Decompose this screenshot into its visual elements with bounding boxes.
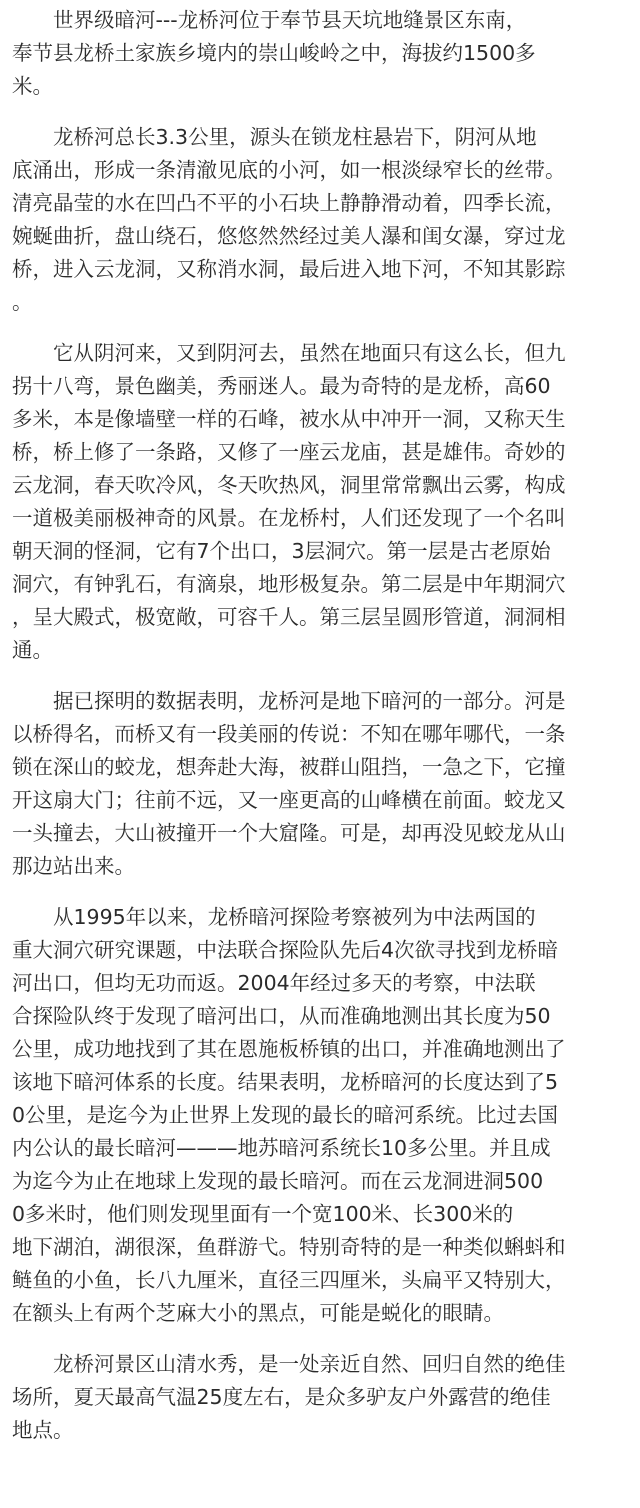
text-line: 婉蜒曲折，盘山绕石，悠悠然然经过美人瀑和闺女瀑，穿过龙	[12, 224, 566, 248]
text-line: 在额头上有两个芝麻大小的黑点，可能是蜕化的眼睛。	[12, 1301, 504, 1325]
text-line: 鲢鱼的小鱼，长八九厘米，直径三四厘米，头扁平又特别大，	[12, 1268, 566, 1292]
text-line: 公里，成功地找到了其在恩施板桥镇的出口，并准确地测出了	[12, 1037, 566, 1061]
text-line: 那边站出来。	[12, 854, 135, 878]
text-line: 地下湖泊，湖很深，鱼群游弋。特别奇特的是一种类似蝌蚪和	[12, 1235, 566, 1259]
text-line: 0多米时，他们则发现里面有一个宽100米、长300米的	[12, 1202, 514, 1226]
text-line: 一道极美丽极神奇的风景。在龙桥村，人们还发现了一个名叫	[12, 506, 566, 530]
text-line: 内公认的最长暗河———地苏暗河系统长10多公里。并且成	[12, 1136, 551, 1160]
text-line: 清亮晶莹的水在凹凸不平的小石块上静静滑动着，四季长流，	[12, 191, 566, 215]
text-line: 多米，本是像墙壁一样的石峰，被水从中冲开一洞，又称天生	[12, 407, 566, 431]
text-line: 奉节县龙桥土家族乡境内的崇山峻岭之中，海拔约1500多	[12, 41, 536, 65]
text-line: 重大洞穴研究课题，中法联合探险队先后4次欲寻找到龙桥暗	[12, 938, 559, 962]
text-line: 一头撞去，大山被撞开一个大窟隆。可是，却再没见蛟龙从山	[12, 821, 566, 845]
text-line: 朝天洞的怪洞，它有7个出口，3层洞穴。第一层是古老原始	[12, 539, 551, 563]
text-line: 锁在深山的蛟龙，想奔赴大海，被群山阻挡，一急之下，它撞	[12, 755, 566, 779]
text-line: 合探险队终于发现了暗河出口，从而准确地测出其长度为50	[12, 1004, 551, 1028]
text-line: 0公里，是迄今为止世界上发现的最长的暗河系统。比过去国	[12, 1103, 559, 1127]
text-line: 拐十八弯，景色幽美，秀丽迷人。最为奇特的是龙桥，高60	[12, 374, 551, 398]
text-line: 开这扇大门；往前不远，又一座更高的山峰横在前面。蛟龙又	[12, 788, 566, 812]
text-line: 地点。	[12, 1418, 74, 1442]
text-line: 世界级暗河---龙桥河位于奉节县天坑地缝景区东南，	[12, 8, 527, 32]
text-line: 该地下暗河体系的长度。结果表明，龙桥暗河的长度达到了5	[12, 1070, 559, 1094]
text-line: ，呈大殿式，极宽敞，可容千人。第三层呈圆形管道，洞洞相	[12, 605, 566, 629]
text-line: 场所，夏天最高气温25度左右，是众多驴友户外露营的绝佳	[12, 1385, 551, 1409]
text-line: 底涌出，形成一条清澈见底的小河，如一根淡绿窄长的丝带。	[12, 158, 566, 182]
text-line: 洞穴，有钟乳石，有滴泉，地形极复杂。第二层是中年期洞穴	[12, 572, 566, 596]
text-line: 云龙洞，春天吹冷风，冬天吹热风，洞里常常飘出云雾，构成	[12, 473, 566, 497]
text-line: 桥，桥上修了一条路，又修了一座云龙庙，甚是雄伟。奇妙的	[12, 440, 566, 464]
text-line: 为迄今为止在地球上发现的最长暗河。而在云龙洞进洞500	[12, 1169, 544, 1193]
text-line: 据已探明的数据表明，龙桥河是地下暗河的一部分。河是	[12, 689, 566, 713]
paragraph-3	[12, 337, 632, 667]
text-line: 米。	[12, 74, 53, 98]
paragraph-4	[12, 685, 632, 883]
paragraph-1	[12, 4, 632, 103]
text-line: 以桥得名，而桥又有一段美丽的传说：不知在哪年哪代，一条	[12, 722, 566, 746]
text-line: 。	[12, 290, 33, 314]
paragraph-5	[12, 901, 632, 1330]
text-line: 龙桥河总长3.3公里，源头在锁龙柱悬岩下，阴河从地	[12, 125, 537, 149]
text-line: 龙桥河景区山清水秀，是一处亲近自然、回归自然的绝佳	[12, 1352, 566, 1376]
text-line: 桥，进入云龙洞，又称消水洞，最后进入地下河，不知其影踪	[12, 257, 566, 281]
paragraph-6	[12, 1348, 632, 1447]
text-line: 从1995年以来，龙桥暗河探险考察被列为中法两国的	[12, 905, 536, 929]
text-line: 它从阴河来，又到阴河去，虽然在地面只有这么长，但九	[12, 341, 566, 365]
paragraph-2	[12, 121, 632, 319]
text-line: 通。	[12, 638, 53, 662]
text-line: 河出口，但均无功而返。2004年经过多天的考察，中法联	[12, 971, 536, 995]
